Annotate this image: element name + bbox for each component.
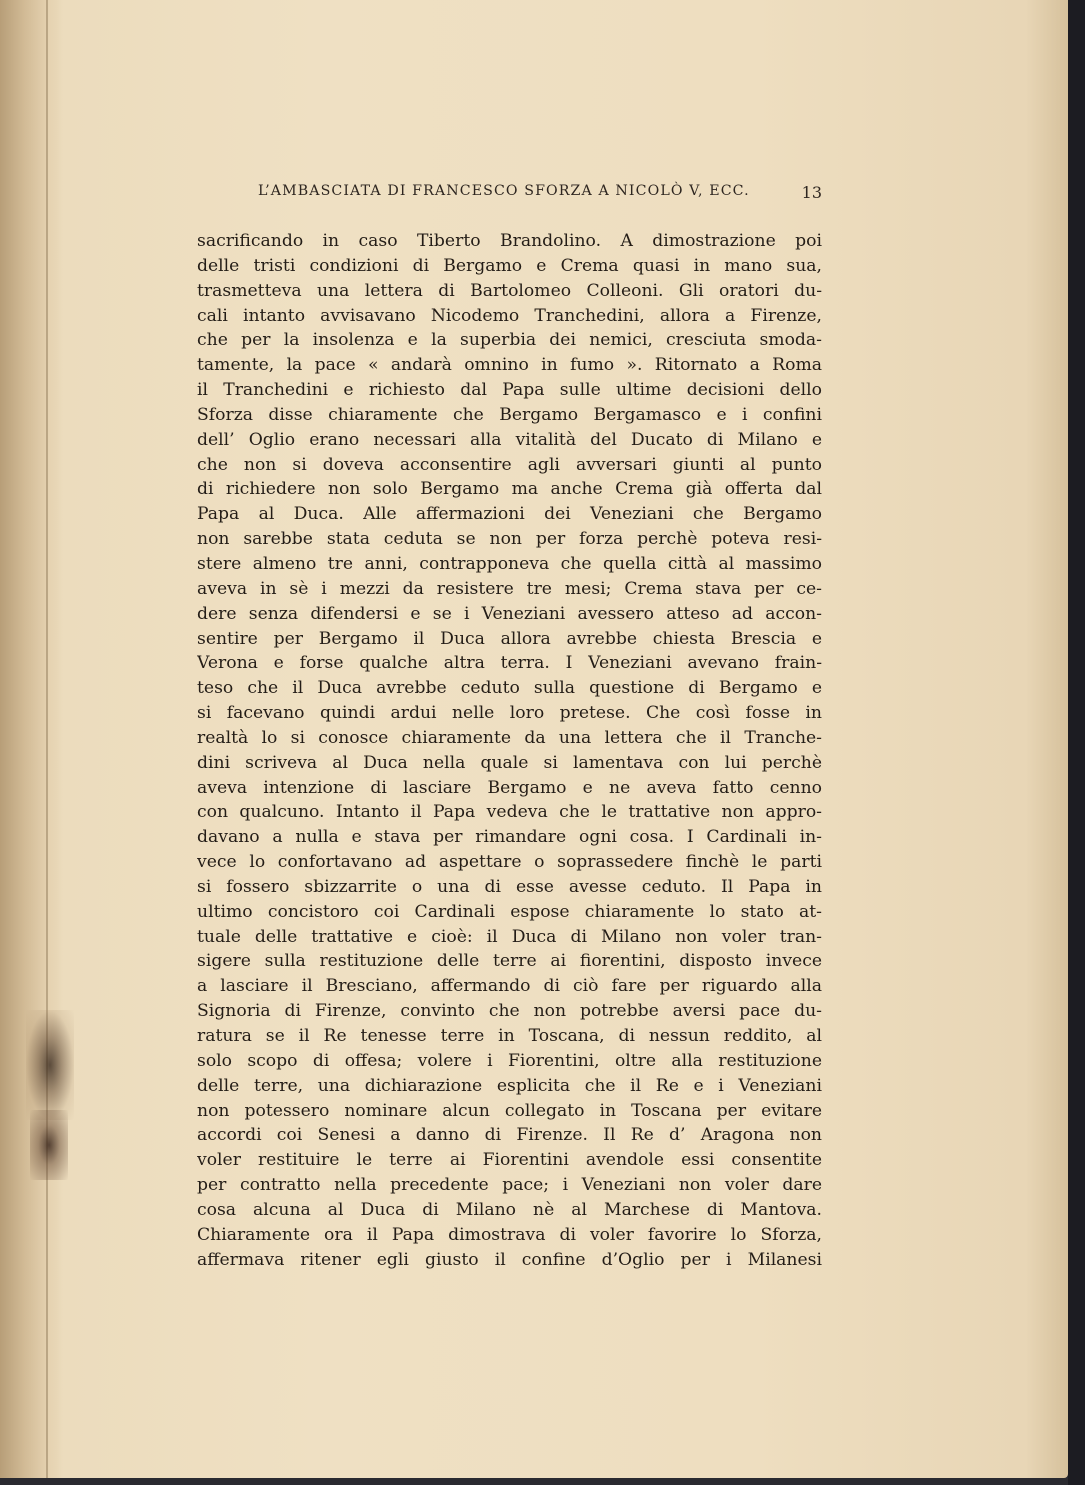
text-line: si facevano quindi ardui nelle loro pretese. Che così fosse in (197, 703, 822, 724)
text-line: trasmetteva una lettera di Bartolomeo Colleoni. Gli oratori du- (197, 280, 822, 301)
text-line: a lasciare il Bresciano, affermando di ciò fare per riguardo alla (197, 976, 822, 997)
text-line: aveva in sè i mezzi da resistere tre mesi; Crema stava per ce- (197, 578, 822, 599)
text-line: il Tranchedini e richiesto dal Papa sulle ultime decisioni dello (197, 380, 822, 401)
age-stain-lower (30, 1110, 68, 1180)
text-line: di richiedere non solo Bergamo ma anche Crema già offerta dal (197, 479, 822, 500)
text-line: Verona e forse qualche altra terra. I Veneziani avevano frain- (197, 653, 822, 674)
text-line: tamente, la pace « andarà omnino in fumo ». Ritornato a Roma (197, 355, 822, 376)
text-line: Papa al Duca. Alle affermazioni dei Veneziani che Bergamo (197, 504, 822, 525)
scan-right-edge (1068, 0, 1085, 1485)
text-line: cosa alcuna al Duca di Milano nè al Marchese di Mantova. (197, 1199, 822, 1220)
text-line: delle terre, una dichiarazione esplicita che il Re e i Veneziani (197, 1075, 822, 1096)
text-line: Chiaramente ora il Papa dimostrava di voler favorire lo Sforza, (197, 1224, 822, 1245)
text-line: dell’ Oglio erano necessari alla vitalità del Ducato di Milano e (197, 429, 822, 450)
text-line: affermava ritener egli giusto il confine d’Oglio per i Milanesi (197, 1249, 822, 1270)
text-line: solo scopo di offesa; volere i Fiorentini, oltre alla restituzione (197, 1050, 822, 1071)
page-header (0, 183, 1085, 207)
text-line: sentire per Bergamo il Duca allora avrebbe chiesta Brescia e (197, 628, 822, 649)
text-line: voler restituire le terre ai Fiorentini avendole essi consentite (197, 1150, 822, 1171)
text-line: non sarebbe stata ceduta se non per forza perchè poteva resi- (197, 529, 822, 550)
text-line: stere almeno tre anni, contrapponeva che quella città al massimo (197, 553, 822, 574)
text-line: ultimo concistoro coi Cardinali espose chiaramente lo stato at- (197, 901, 822, 922)
text-line: con qualcuno. Intanto il Papa vedeva che le trattative non appro- (197, 802, 822, 823)
text-line: accordi coi Senesi a danno di Firenze. Il Re d’ Aragona non (197, 1125, 822, 1146)
page-gutter (0, 0, 62, 1478)
text-line: per contratto nella precedente pace; i Veneziani non voler dare (197, 1175, 822, 1196)
text-line: tuale delle trattative e cioè: il Duca di Milano non voler tran- (197, 926, 822, 947)
text-line: che per la insolenza e la superbia dei nemici, cresciuta smoda- (197, 330, 822, 351)
text-line: teso che il Duca avrebbe ceduto sulla questione di Bergamo e (197, 678, 822, 699)
text-line: non potessero nominare alcun collegato in Toscana per evitare (197, 1100, 822, 1121)
text-line: realtà lo si conosce chiaramente da una lettera che il Tranche- (197, 727, 822, 748)
text-line: davano a nulla e stava per rimandare ogni cosa. I Cardinali in- (197, 827, 822, 848)
running-title: L’AMBASCIATA DI FRANCESCO SFORZA A NICOLÒ V, ECC. (258, 183, 750, 199)
text-line: ratura se il Re tenesse terre in Toscana, di nessun reddito, al (197, 1026, 822, 1046)
text-line: vece lo confortavano ad aspettare o soprassedere finchè le parti (197, 852, 822, 873)
text-line: dini scriveva al Duca nella quale si lamentava con lui perchè (197, 752, 822, 773)
page-number: 13 (801, 183, 822, 202)
text-line: si fossero sbizzarrite o una di esse avesse ceduto. Il Papa in (197, 876, 822, 897)
text-line: che non si doveva acconsentire agli avversari giunti al punto (197, 454, 822, 475)
binding-fold (46, 0, 48, 1478)
text-line: Sforza disse chiaramente che Bergamo Bergamasco e i confini (197, 404, 822, 425)
age-stain (26, 1010, 74, 1120)
text-line: dere senza difendersi e se i Veneziani avessero atteso ad accon- (197, 603, 822, 624)
text-line: sigere sulla restituzione delle terre ai fiorentini, disposto invece (197, 951, 822, 972)
text-line: aveva intenzione di lasciare Bergamo e ne aveva fatto cenno (197, 777, 822, 798)
body-text (197, 229, 822, 1272)
text-line: sacrificando in caso Tiberto Brandolino. A dimostrazione poi (197, 231, 822, 251)
text-line: delle tristi condizioni di Bergamo e Crema quasi in mano sua, (197, 255, 822, 276)
text-line: cali intanto avvisavano Nicodemo Tranchedini, allora a Firenze, (197, 305, 822, 326)
text-line: Signoria di Firenze, convinto che non potrebbe aversi pace du- (197, 1001, 822, 1022)
